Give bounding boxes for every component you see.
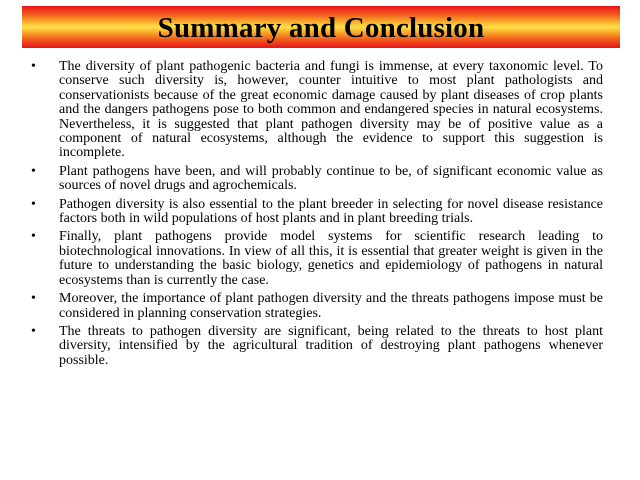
- bullet-item: [31, 165, 603, 194]
- bullet-dot-icon: •: [31, 323, 36, 339]
- bullet-item: [31, 60, 603, 161]
- bullet-text: The diversity of plant pathogenic bacteria and fungi is immense, at every taxonomic level. To conserve such diversity is, however, counter intuitive to most plant pathologists and conservationists because of the great economic damage caused by plant diseases of crop plants and the dangers pathogens pose to both common and endangered species in natural ecosystems. Nevertheless, it is suggested that plant pathogen diversity may be of positive value as a component of natural ecosystems, although the evidence to support this suggestion is incomplete.: [59, 59, 603, 161]
- bullet-dot-icon: •: [31, 229, 36, 245]
- bullet-list: [31, 60, 603, 372]
- bullet-dot-icon: •: [31, 196, 36, 212]
- bullet-item: [31, 230, 603, 288]
- bullet-item: [31, 198, 603, 227]
- bullet-text: Finally, plant pathogens provide model systems for scientific research leading to biotechnological innovations. In view of all this, it is essential that greater weight is given in the future to understanding the basic biology, genetics and epidemiology of pathogens in natural ecosystems than is currently the case.: [59, 229, 603, 288]
- bullet-dot-icon: •: [31, 291, 36, 307]
- bullet-dot-icon: •: [31, 59, 36, 74]
- bullet-text: Pathogen diversity is also essential to the plant breeder in selecting for novel disease resistance factors both in wild populations of host plants and in plant breeding trials.: [59, 196, 603, 227]
- bullet-text: Plant pathogens have been, and will probably continue to be, of significant economic value as sources of novel drugs and agrochemicals.: [59, 163, 603, 194]
- slide-title: Summary and Conclusion: [157, 11, 485, 44]
- bullet-text: The threats to pathogen diversity are significant, being related to the threats to host plant diversity, intensified by the agricultural tradition of destroying plant pathogens whenever possible.: [59, 323, 603, 368]
- bullet-dot-icon: •: [31, 163, 36, 179]
- bullet-text: Moreover, the importance of plant pathogen diversity and the threats pathogens impose must be considered in planning conservation strategies.: [59, 291, 603, 321]
- bullet-item: [31, 292, 603, 321]
- bullet-item: [31, 325, 603, 368]
- title-banner: [22, 6, 620, 48]
